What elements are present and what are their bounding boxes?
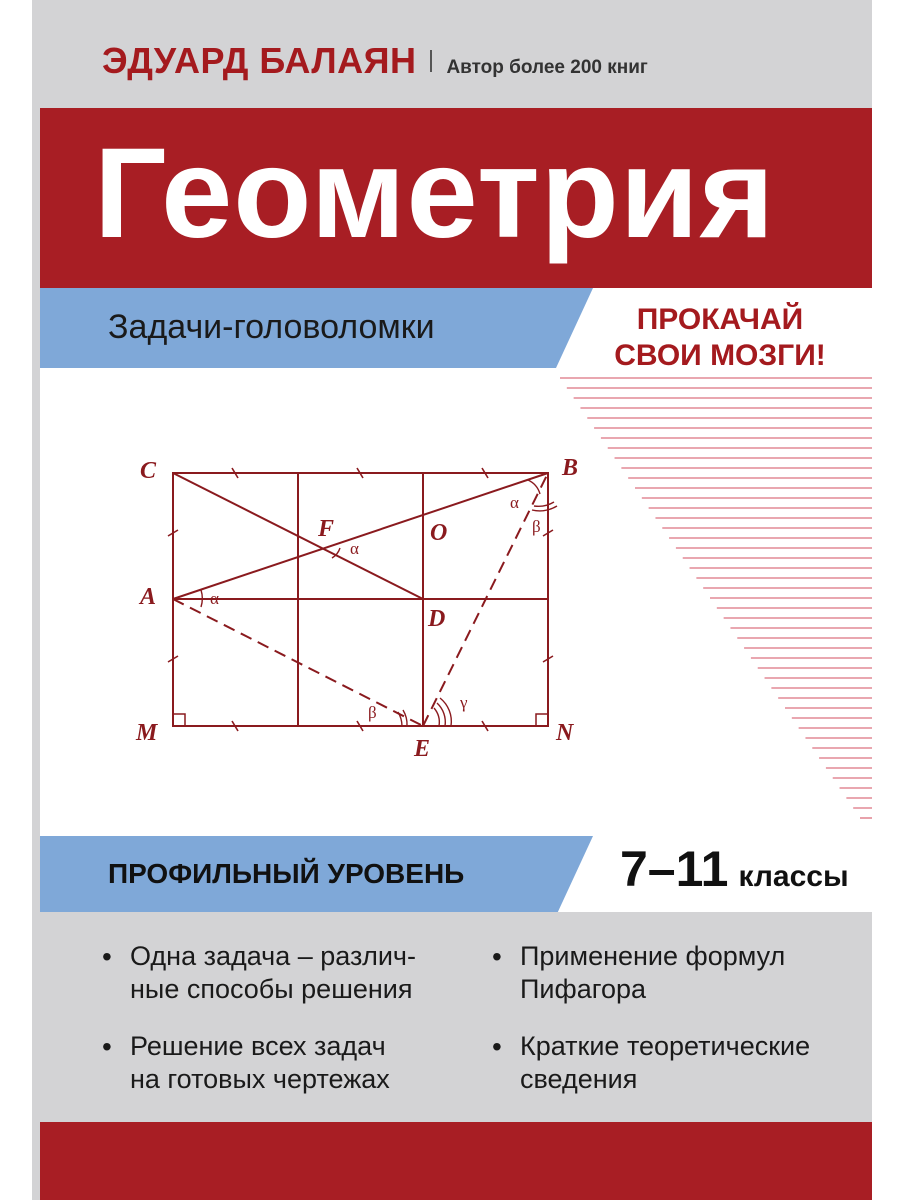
- cover-main-area: [40, 288, 872, 912]
- angle-labels: [210, 493, 541, 722]
- segment-AB: [173, 473, 548, 599]
- right-angle-M: [173, 714, 185, 726]
- feature-item: [492, 1030, 872, 1096]
- bottom-band: [40, 1122, 872, 1200]
- decorative-hatching: [560, 378, 872, 818]
- author-row: [102, 40, 648, 82]
- feature-text: Одна задача – различ- ные способы решения: [130, 941, 416, 1004]
- author-name: ЭДУАРД БАЛАЯН: [102, 40, 417, 81]
- author-tagline: Автор более 200 книг: [446, 57, 648, 78]
- bullet-dot-icon: •: [102, 941, 112, 972]
- feature-item: [102, 1030, 472, 1096]
- feature-text: Решение всех задач на готовых чертежах: [130, 1031, 390, 1094]
- book-cover: [32, 0, 872, 1200]
- subtitle: Задачи-головоломки: [108, 308, 435, 346]
- feature-text: Краткие теоретические сведения: [520, 1031, 811, 1094]
- angle-arc-B-alpha: [528, 480, 540, 494]
- grades-range: 7–11: [620, 841, 729, 897]
- point-label-M: M: [136, 720, 158, 746]
- bullet-dot-icon: •: [492, 941, 502, 972]
- grades: [620, 840, 849, 898]
- bullet-dot-icon: •: [492, 1031, 502, 1062]
- bullet-dot-icon: •: [102, 1031, 112, 1062]
- grades-word: классы: [738, 860, 849, 893]
- feature-item: [492, 940, 872, 1006]
- point-label-D: D: [428, 606, 446, 632]
- angle-label-B-beta: β: [532, 517, 541, 536]
- angle-label-B-alpha: α: [510, 493, 519, 512]
- feature-text: Применение формул Пифагора: [520, 941, 786, 1004]
- feature-list: [102, 940, 872, 1096]
- angle-arc-B-beta: [534, 502, 554, 506]
- book-title: Геометрия: [94, 122, 776, 265]
- slogan: [600, 302, 840, 374]
- cover-graphics: [40, 288, 872, 912]
- slogan-line-1: ПРОКАЧАЙ: [636, 303, 804, 336]
- point-label-O: O: [430, 520, 448, 546]
- geometry-diagram: [168, 468, 557, 731]
- right-angle-N: [536, 714, 548, 726]
- angle-label-F-alpha: α: [350, 539, 359, 558]
- point-label-E: E: [414, 736, 431, 762]
- level-label: ПРОФИЛЬНЫЙ УРОВЕНЬ: [108, 858, 465, 889]
- feature-item: [102, 940, 472, 1006]
- angle-label-E-gamma: γ: [460, 693, 468, 712]
- angle-label-A-alpha: α: [210, 589, 219, 608]
- point-label-A: A: [140, 584, 157, 610]
- point-label-N: N: [556, 720, 574, 746]
- point-label-C: C: [140, 458, 157, 484]
- author-separator: [430, 50, 432, 72]
- point-label-F: F: [318, 516, 335, 542]
- slogan-line-2: СВОИ МОЗГИ!: [614, 339, 826, 372]
- point-label-B: B: [562, 455, 579, 481]
- angle-label-E-beta: β: [368, 703, 377, 722]
